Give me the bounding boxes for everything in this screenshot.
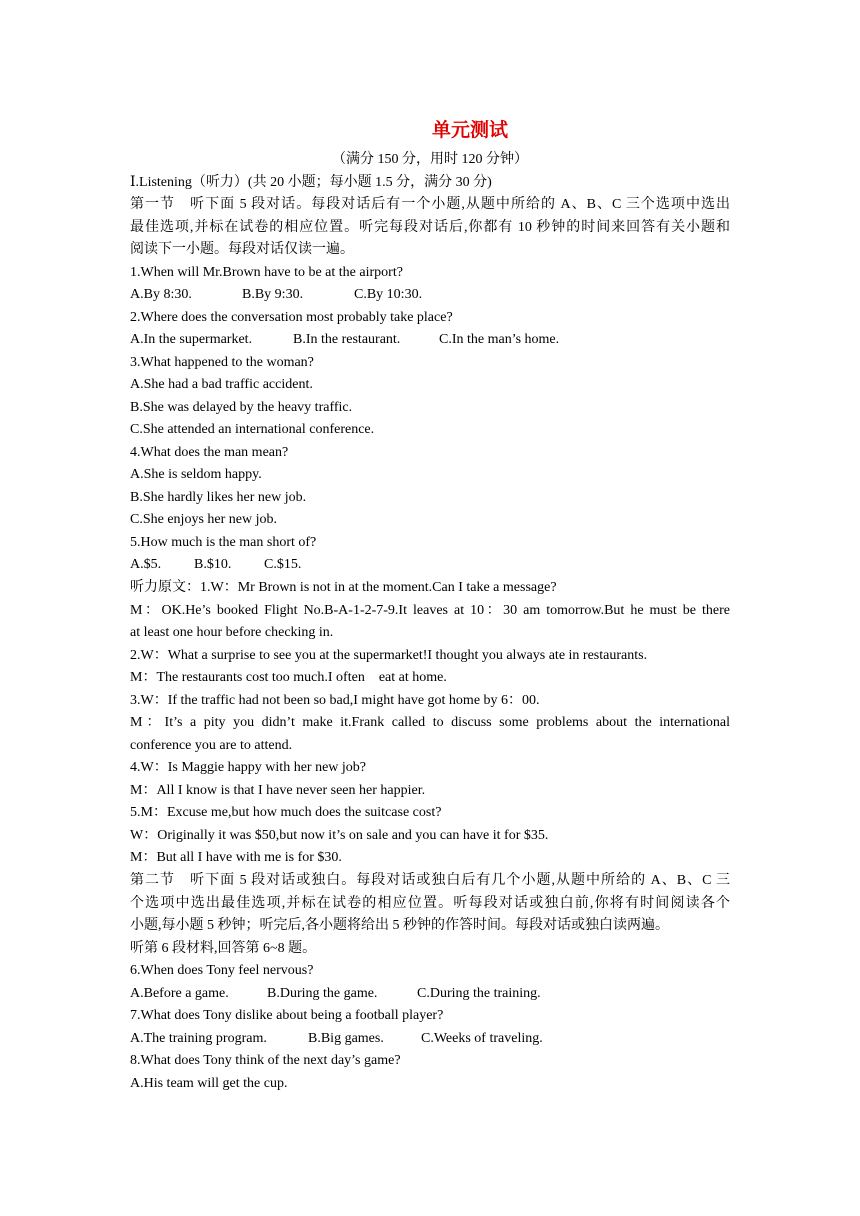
subtitle: （满分 150 分，用时 120 分钟） — [332, 152, 528, 167]
section-heading: Ⅰ.Listening（听力）(共 20 小题；每小题 1.5 分，满分 30 分) — [130, 175, 492, 190]
part2-instruction-line: 小题,每小题 5 秒钟；听完后,各小题将给出 5 秒钟的作答时间。每段对话或独白读两遍。 — [130, 918, 669, 933]
option-b: B.In the restaurant. — [293, 332, 401, 347]
option-c: C.Weeks of traveling. — [421, 1031, 543, 1046]
part1-instruction-line: 最佳选项,并标在试卷的相应位置。听完每段对话后,你都有 10 秒钟的时间来回答有关小题和 — [130, 220, 730, 235]
option-a: A.$5. — [130, 557, 162, 572]
option-a: A.She had a bad traffic accident. — [130, 377, 313, 392]
option-b: B.By 9:30. — [242, 287, 304, 302]
option-c: C.During the training. — [417, 986, 541, 1001]
option-a: A.His team will get the cup. — [130, 1076, 288, 1091]
question-2-stem: 2.Where does the conversation most probably take place? — [130, 310, 453, 325]
transcript-line: M：But all I have with me is for $30. — [130, 850, 342, 865]
part1-instruction-line: 阅读下一小题。每段对话仅读一遍。 — [130, 242, 354, 257]
transcript-line: M：OK.He’s booked Flight No.B-A-1-2-7-9.It leaves at 10：30 am tomorrow.But he must be there — [130, 603, 730, 618]
transcript-line: M：All I know is that I have never seen her happier. — [130, 783, 426, 798]
question-6-stem: 6.When does Tony feel nervous? — [130, 963, 314, 978]
option-b: B.She hardly likes her new job. — [130, 490, 307, 505]
transcript-line: 3.W：If the traffic had not been so bad,I might have got home by 6：00. — [130, 693, 540, 708]
option-b: B.Big games. — [308, 1031, 384, 1046]
question-1-options — [130, 285, 730, 307]
question-6-options — [130, 984, 730, 1006]
transcript-line: conference you are to attend. — [130, 738, 293, 753]
question-2-options — [130, 330, 730, 352]
option-c: C.$15. — [264, 557, 302, 572]
transcript-line: 听力原文：1.W：Mr Brown is not in at the moment.Can I take a message? — [130, 580, 557, 595]
question-7-options — [130, 1029, 730, 1051]
material-instruction: 听第 6 段材料,回答第 6~8 题。 — [130, 941, 317, 956]
option-a: A.By 8:30. — [130, 287, 192, 302]
transcript-line: 5.M：Excuse me,but how much does the suitcase cost? — [130, 805, 442, 820]
option-b: B.$10. — [194, 557, 232, 572]
transcript-line: 4.W：Is Maggie happy with her new job? — [130, 760, 366, 775]
part2-instruction-line: 个选项中选出最佳选项,并标在试卷的相应位置。听每段对话或独白前,你将有时间阅读各个 — [130, 896, 730, 911]
transcript-line: M：The restaurants cost too much.I often eat at home. — [130, 670, 447, 685]
transcript-line: W：Originally it was $50,but now it’s on sale and you can have it for $35. — [130, 828, 549, 843]
question-7-stem: 7.What does Tony dislike about being a football player? — [130, 1008, 444, 1023]
option-a: A.Before a game. — [130, 986, 229, 1001]
option-b: B.She was delayed by the heavy traffic. — [130, 400, 353, 415]
transcript-line: M：It’s a pity you didn’t make it.Frank called to discuss some problems about the international — [130, 715, 730, 730]
transcript-line: 2.W：What a surprise to see you at the supermarket!I thought you always ate in restaurants. — [130, 648, 648, 663]
part2-instruction-line: 第二节 听下面 5 段对话或独白。每段对话或独白后有几个小题,从题中所给的 A、B、C 三 — [130, 873, 730, 888]
page-title: 单元测试 — [431, 119, 508, 141]
option-c: C.She attended an international conference. — [130, 422, 375, 437]
option-c: C.By 10:30. — [354, 287, 423, 302]
option-a: A.In the supermarket. — [130, 332, 253, 347]
transcript-line: at least one hour before checking in. — [130, 625, 334, 640]
question-5-options — [130, 555, 730, 577]
option-a: A.The training program. — [130, 1031, 267, 1046]
part1-instruction-line: 第一节 听下面 5 段对话。每段对话后有一个小题,从题中所给的 A、B、C 三个选项中选出 — [130, 197, 730, 212]
question-3-stem: 3.What happened to the woman? — [130, 355, 314, 370]
question-4-stem: 4.What does the man mean? — [130, 445, 289, 460]
question-1-stem: 1.When will Mr.Brown have to be at the airport? — [130, 265, 403, 280]
option-c: C.She enjoys her new job. — [130, 512, 277, 527]
question-8-stem: 8.What does Tony think of the next day’s game? — [130, 1053, 401, 1068]
option-b: B.During the game. — [267, 986, 378, 1001]
question-5-stem: 5.How much is the man short of? — [130, 535, 317, 550]
option-c: C.In the man’s home. — [439, 332, 560, 347]
option-a: A.She is seldom happy. — [130, 467, 262, 482]
